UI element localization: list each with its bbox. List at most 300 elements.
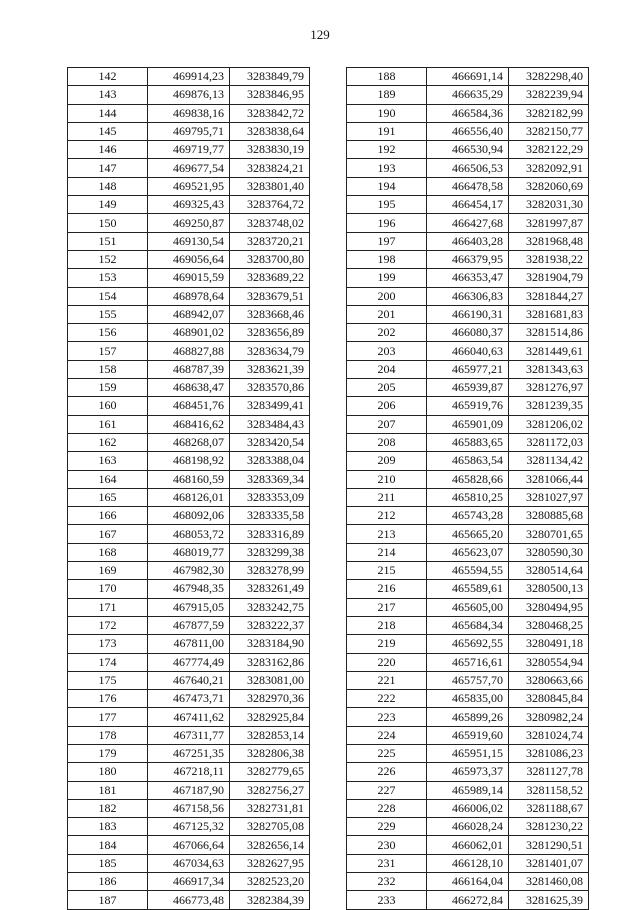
x-coordinate-cell: 466272,84 [427,891,509,909]
point-number-cell: 221 [347,671,427,689]
table-row [347,287,589,305]
table-row [347,452,589,470]
x-coordinate-cell: 469719,77 [148,141,230,159]
x-coordinate-cell: 465973,37 [427,763,509,781]
point-number-cell: 220 [347,653,427,671]
table-row [347,104,589,122]
x-coordinate-cell: 466306,83 [427,287,509,305]
table-row [347,232,589,250]
table-row [68,104,310,122]
y-coordinate-cell: 3281938,22 [509,250,589,268]
table-row [347,415,589,433]
point-number-cell: 187 [68,891,148,909]
x-coordinate-cell: 466584,36 [427,104,509,122]
y-coordinate-cell: 3281206,02 [509,415,589,433]
x-coordinate-cell: 468787,39 [148,360,230,378]
x-coordinate-cell: 466164,04 [427,873,509,891]
table-row [347,690,589,708]
point-number-cell: 229 [347,818,427,836]
x-coordinate-cell: 466773,48 [148,891,230,909]
point-number-cell: 206 [347,397,427,415]
table-row [347,598,589,616]
x-coordinate-cell: 465919,76 [427,397,509,415]
x-coordinate-cell: 469677,54 [148,159,230,177]
y-coordinate-cell: 3283842,72 [230,104,310,122]
x-coordinate-cell: 469056,64 [148,250,230,268]
point-number-cell: 167 [68,525,148,543]
y-coordinate-cell: 3282806,38 [230,744,310,762]
x-coordinate-cell: 466379,95 [427,250,509,268]
point-number-cell: 209 [347,452,427,470]
point-number-cell: 192 [347,141,427,159]
y-coordinate-cell: 3283278,99 [230,562,310,580]
y-coordinate-cell: 3281172,03 [509,433,589,451]
y-coordinate-cell: 3281681,83 [509,305,589,323]
x-coordinate-cell: 467948,35 [148,580,230,598]
x-coordinate-cell: 467811,00 [148,635,230,653]
x-coordinate-cell: 466427,68 [427,214,509,232]
table-row [68,525,310,543]
table-row [347,86,589,104]
y-coordinate-cell: 3282705,08 [230,818,310,836]
y-coordinate-cell: 3283849,79 [230,68,310,86]
point-number-cell: 208 [347,433,427,451]
table-row [68,744,310,762]
y-coordinate-cell: 3283570,86 [230,379,310,397]
x-coordinate-cell: 467125,32 [148,818,230,836]
x-coordinate-cell: 468942,07 [148,305,230,323]
y-coordinate-cell: 3283764,72 [230,196,310,214]
point-number-cell: 155 [68,305,148,323]
page-number: 129 [310,27,330,42]
table-row [347,342,589,360]
y-coordinate-cell: 3283634,79 [230,342,310,360]
point-number-cell: 142 [68,68,148,86]
point-number-cell: 200 [347,287,427,305]
y-coordinate-cell: 3283335,58 [230,507,310,525]
point-number-cell: 156 [68,324,148,342]
x-coordinate-cell: 466062,01 [427,836,509,854]
x-coordinate-cell: 467915,05 [148,598,230,616]
x-coordinate-cell: 469015,59 [148,269,230,287]
y-coordinate-cell: 3282779,65 [230,763,310,781]
table-row [347,873,589,891]
x-coordinate-cell: 467158,56 [148,799,230,817]
table-row [347,360,589,378]
x-coordinate-cell: 467251,35 [148,744,230,762]
x-coordinate-cell: 466478,58 [427,177,509,195]
y-coordinate-cell: 3283081,00 [230,671,310,689]
x-coordinate-cell: 465623,07 [427,543,509,561]
table-row [68,799,310,817]
table-row [68,836,310,854]
y-coordinate-cell: 3280554,94 [509,653,589,671]
point-number-cell: 157 [68,342,148,360]
table-row [347,836,589,854]
x-coordinate-cell: 465828,66 [427,470,509,488]
table-row [68,854,310,872]
x-coordinate-cell: 468198,92 [148,452,230,470]
table-row [347,379,589,397]
point-number-cell: 179 [68,744,148,762]
point-number-cell: 224 [347,726,427,744]
point-number-cell: 143 [68,86,148,104]
y-coordinate-cell: 3282298,40 [509,68,589,86]
x-coordinate-cell: 466917,34 [148,873,230,891]
table-row [347,141,589,159]
y-coordinate-cell: 3282239,94 [509,86,589,104]
table-row [347,799,589,817]
y-coordinate-cell: 3283242,75 [230,598,310,616]
x-coordinate-cell: 466006,02 [427,799,509,817]
y-coordinate-cell: 3283838,64 [230,122,310,140]
table-row [347,854,589,872]
y-coordinate-cell: 3283720,21 [230,232,310,250]
y-coordinate-cell: 3282853,14 [230,726,310,744]
point-number-cell: 201 [347,305,427,323]
point-number-cell: 196 [347,214,427,232]
y-coordinate-cell: 3283184,90 [230,635,310,653]
y-coordinate-cell: 3280845,84 [509,690,589,708]
point-number-cell: 177 [68,708,148,726]
y-coordinate-cell: 3282756,27 [230,781,310,799]
table-row [347,744,589,762]
point-number-cell: 175 [68,671,148,689]
table-row [347,159,589,177]
point-number-cell: 163 [68,452,148,470]
y-coordinate-cell: 3281460,08 [509,873,589,891]
point-number-cell: 233 [347,891,427,909]
table-row [68,763,310,781]
table-row [347,269,589,287]
y-coordinate-cell: 3281158,52 [509,781,589,799]
table-row [68,891,310,909]
x-coordinate-cell: 465899,26 [427,708,509,726]
point-number-cell: 207 [347,415,427,433]
point-number-cell: 168 [68,543,148,561]
point-number-cell: 212 [347,507,427,525]
table-row [68,159,310,177]
x-coordinate-cell: 467774,49 [148,653,230,671]
x-coordinate-cell: 465989,14 [427,781,509,799]
x-coordinate-cell: 469876,13 [148,86,230,104]
y-coordinate-cell: 3281188,67 [509,799,589,817]
x-coordinate-cell: 465684,34 [427,616,509,634]
point-number-cell: 194 [347,177,427,195]
point-number-cell: 218 [347,616,427,634]
table-row [347,324,589,342]
y-coordinate-cell: 3280701,65 [509,525,589,543]
x-coordinate-cell: 468416,62 [148,415,230,433]
x-coordinate-cell: 468638,47 [148,379,230,397]
x-coordinate-cell: 465716,61 [427,653,509,671]
table-row [347,250,589,268]
y-coordinate-cell: 3282970,36 [230,690,310,708]
y-coordinate-cell: 3281401,07 [509,854,589,872]
point-number-cell: 147 [68,159,148,177]
y-coordinate-cell: 3283700,80 [230,250,310,268]
table-row [68,342,310,360]
y-coordinate-cell: 3282656,14 [230,836,310,854]
y-coordinate-cell: 3280663,66 [509,671,589,689]
point-number-cell: 230 [347,836,427,854]
coordinates-table-right [346,67,589,910]
x-coordinate-cell: 467066,64 [148,836,230,854]
point-number-cell: 204 [347,360,427,378]
point-number-cell: 181 [68,781,148,799]
point-number-cell: 153 [68,269,148,287]
y-coordinate-cell: 3283679,51 [230,287,310,305]
x-coordinate-cell: 467218,11 [148,763,230,781]
y-coordinate-cell: 3281230,22 [509,818,589,836]
x-coordinate-cell: 468827,88 [148,342,230,360]
y-coordinate-cell: 3283668,46 [230,305,310,323]
x-coordinate-cell: 467473,71 [148,690,230,708]
x-coordinate-cell: 465594,55 [427,562,509,580]
x-coordinate-cell: 465883,65 [427,433,509,451]
table-row [68,562,310,580]
y-coordinate-cell: 3280468,25 [509,616,589,634]
y-coordinate-cell: 3282182,99 [509,104,589,122]
x-coordinate-cell: 467877,59 [148,616,230,634]
table-row [347,635,589,653]
x-coordinate-cell: 465863,54 [427,452,509,470]
y-coordinate-cell: 3282731,81 [230,799,310,817]
point-number-cell: 174 [68,653,148,671]
x-coordinate-cell: 466454,17 [427,196,509,214]
point-number-cell: 183 [68,818,148,836]
table-row [68,196,310,214]
table-row [68,543,310,561]
x-coordinate-cell: 466190,31 [427,305,509,323]
y-coordinate-cell: 3283420,54 [230,433,310,451]
point-number-cell: 186 [68,873,148,891]
point-number-cell: 191 [347,122,427,140]
x-coordinate-cell: 465692,55 [427,635,509,653]
y-coordinate-cell: 3282060,69 [509,177,589,195]
y-coordinate-cell: 3283484,43 [230,415,310,433]
y-coordinate-cell: 3283222,37 [230,616,310,634]
point-number-cell: 162 [68,433,148,451]
y-coordinate-cell: 3282150,77 [509,122,589,140]
table-row [68,122,310,140]
x-coordinate-cell: 466556,40 [427,122,509,140]
table-row [68,653,310,671]
y-coordinate-cell: 3281343,63 [509,360,589,378]
point-number-cell: 231 [347,854,427,872]
y-coordinate-cell: 3283261,49 [230,580,310,598]
table-row [68,635,310,653]
x-coordinate-cell: 467311,77 [148,726,230,744]
point-number-cell: 210 [347,470,427,488]
x-coordinate-cell: 469795,71 [148,122,230,140]
y-coordinate-cell: 3280885,68 [509,507,589,525]
table-row [68,269,310,287]
x-coordinate-cell: 469914,23 [148,68,230,86]
y-coordinate-cell: 3283801,40 [230,177,310,195]
table-row [347,196,589,214]
y-coordinate-cell: 3282384,39 [230,891,310,909]
x-coordinate-cell: 467982,30 [148,562,230,580]
x-coordinate-cell: 466080,37 [427,324,509,342]
y-coordinate-cell: 3283369,34 [230,470,310,488]
x-coordinate-cell: 465810,25 [427,488,509,506]
x-coordinate-cell: 468092,06 [148,507,230,525]
x-coordinate-cell: 465757,70 [427,671,509,689]
y-coordinate-cell: 3283830,19 [230,141,310,159]
point-number-cell: 227 [347,781,427,799]
point-number-cell: 151 [68,232,148,250]
y-coordinate-cell: 3281290,51 [509,836,589,854]
point-number-cell: 188 [347,68,427,86]
point-number-cell: 203 [347,342,427,360]
table-row [347,616,589,634]
x-coordinate-cell: 468053,72 [148,525,230,543]
x-coordinate-cell: 468019,77 [148,543,230,561]
x-coordinate-cell: 466691,14 [427,68,509,86]
point-number-cell: 149 [68,196,148,214]
x-coordinate-cell: 465835,00 [427,690,509,708]
point-number-cell: 214 [347,543,427,561]
y-coordinate-cell: 3283299,38 [230,543,310,561]
table-row [68,507,310,525]
point-number-cell: 195 [347,196,427,214]
table-row [68,68,310,86]
point-number-cell: 159 [68,379,148,397]
y-coordinate-cell: 3281276,97 [509,379,589,397]
x-coordinate-cell: 466530,94 [427,141,509,159]
point-number-cell: 173 [68,635,148,653]
y-coordinate-cell: 3281844,27 [509,287,589,305]
point-number-cell: 152 [68,250,148,268]
x-coordinate-cell: 465901,09 [427,415,509,433]
point-number-cell: 197 [347,232,427,250]
x-coordinate-cell: 465939,87 [427,379,509,397]
y-coordinate-cell: 3280500,13 [509,580,589,598]
table-row [347,525,589,543]
x-coordinate-cell: 465977,21 [427,360,509,378]
table-row [347,305,589,323]
point-number-cell: 169 [68,562,148,580]
point-number-cell: 180 [68,763,148,781]
x-coordinate-cell: 466128,10 [427,854,509,872]
point-number-cell: 178 [68,726,148,744]
table-row [68,690,310,708]
x-coordinate-cell: 468901,02 [148,324,230,342]
table-row [347,763,589,781]
table-row [68,379,310,397]
point-number-cell: 222 [347,690,427,708]
table-row [347,68,589,86]
table-row [68,873,310,891]
table-row [68,580,310,598]
y-coordinate-cell: 3281024,74 [509,726,589,744]
table-row [68,781,310,799]
table-row [68,616,310,634]
x-coordinate-cell: 467034,63 [148,854,230,872]
x-coordinate-cell: 468978,64 [148,287,230,305]
point-number-cell: 223 [347,708,427,726]
x-coordinate-cell: 467411,62 [148,708,230,726]
point-number-cell: 215 [347,562,427,580]
x-coordinate-cell: 466403,28 [427,232,509,250]
y-coordinate-cell: 3283316,89 [230,525,310,543]
table-row [68,250,310,268]
y-coordinate-cell: 3280982,24 [509,708,589,726]
x-coordinate-cell: 469250,87 [148,214,230,232]
point-number-cell: 189 [347,86,427,104]
y-coordinate-cell: 3280590,30 [509,543,589,561]
point-number-cell: 166 [68,507,148,525]
table-row [68,488,310,506]
point-number-cell: 170 [68,580,148,598]
y-coordinate-cell: 3283689,22 [230,269,310,287]
table-row [347,653,589,671]
y-coordinate-cell: 3282122,29 [509,141,589,159]
point-number-cell: 164 [68,470,148,488]
point-number-cell: 198 [347,250,427,268]
point-number-cell: 219 [347,635,427,653]
table-row [68,324,310,342]
x-coordinate-cell: 466353,47 [427,269,509,287]
y-coordinate-cell: 3283748,02 [230,214,310,232]
point-number-cell: 190 [347,104,427,122]
x-coordinate-cell: 465605,00 [427,598,509,616]
x-coordinate-cell: 469838,16 [148,104,230,122]
point-number-cell: 144 [68,104,148,122]
point-number-cell: 171 [68,598,148,616]
y-coordinate-cell: 3280514,64 [509,562,589,580]
x-coordinate-cell: 465665,20 [427,525,509,543]
table-row [347,562,589,580]
point-number-cell: 226 [347,763,427,781]
table-row [68,598,310,616]
point-number-cell: 193 [347,159,427,177]
table-row [347,507,589,525]
point-number-cell: 216 [347,580,427,598]
x-coordinate-cell: 467187,90 [148,781,230,799]
y-coordinate-cell: 3282092,91 [509,159,589,177]
point-number-cell: 146 [68,141,148,159]
table-row [68,141,310,159]
x-coordinate-cell: 468160,59 [148,470,230,488]
y-coordinate-cell: 3283499,41 [230,397,310,415]
x-coordinate-cell: 465743,28 [427,507,509,525]
x-coordinate-cell: 466506,53 [427,159,509,177]
table-row [347,433,589,451]
table-row [68,726,310,744]
x-coordinate-cell: 465919,60 [427,726,509,744]
y-coordinate-cell: 3281086,23 [509,744,589,762]
table-row [347,177,589,195]
point-number-cell: 202 [347,324,427,342]
x-coordinate-cell: 467640,21 [148,671,230,689]
point-number-cell: 185 [68,854,148,872]
x-coordinate-cell: 465589,61 [427,580,509,598]
point-number-cell: 172 [68,616,148,634]
table-row [347,214,589,232]
table-row [347,580,589,598]
x-coordinate-cell: 468126,01 [148,488,230,506]
point-number-cell: 184 [68,836,148,854]
table-row [347,470,589,488]
table-row [347,818,589,836]
y-coordinate-cell: 3283824,21 [230,159,310,177]
table-row [347,891,589,909]
table-row [68,818,310,836]
point-number-cell: 145 [68,122,148,140]
y-coordinate-cell: 3283656,89 [230,324,310,342]
